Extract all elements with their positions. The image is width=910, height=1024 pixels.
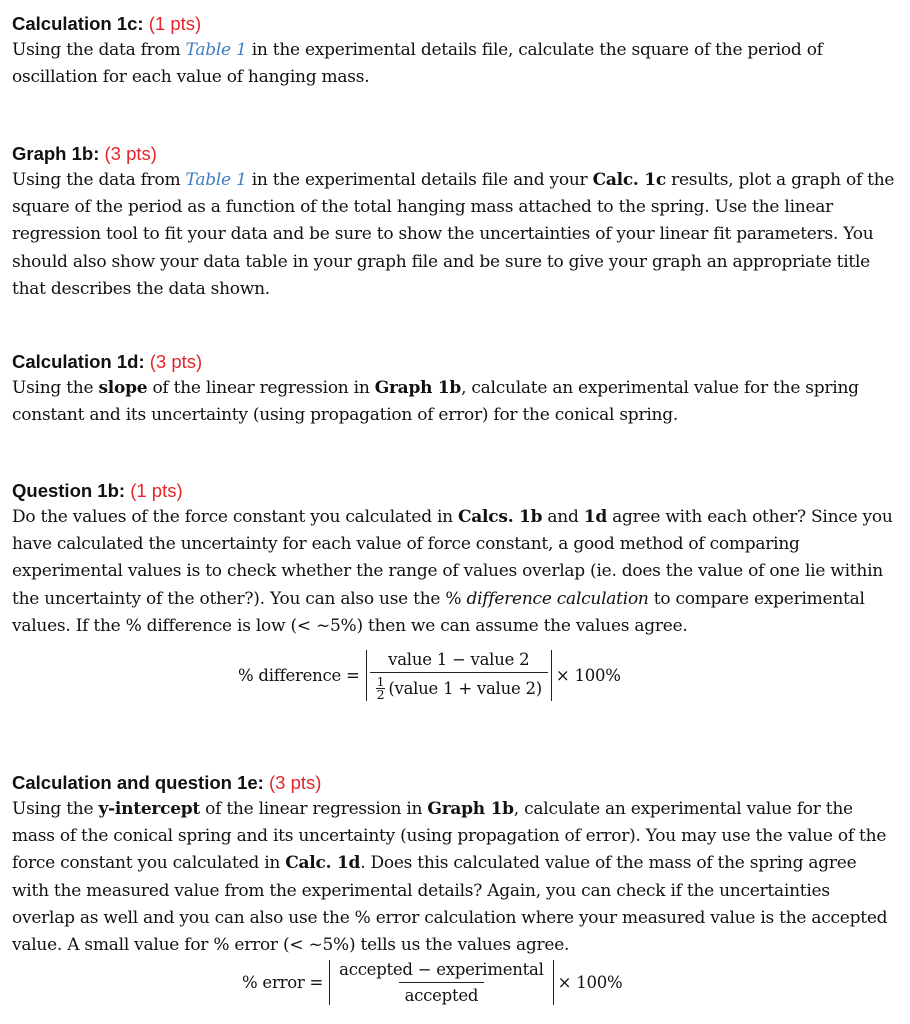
body-text: , calculate an experimental value for the spring constant and its uncertainty (using propagation of error) for the conical spring. <box>12 378 859 426</box>
heading-text: Calculation and question 1e: <box>12 772 264 793</box>
half-numerator: 1 <box>376 674 385 689</box>
section-heading <box>12 140 896 167</box>
italic-term: difference calculation <box>466 588 649 609</box>
bold-term: y-intercept <box>98 799 201 819</box>
body-text: Using the <box>12 799 99 819</box>
heading-text: Graph 1b: <box>12 143 100 164</box>
body-text: of the linear regression in <box>200 799 428 819</box>
body-text: results, plot a graph of the square of the period as a function of the total hanging mass attached to the spring. Use the linear regression tool to fit your data and be sure to show the uncertainties of your linear fit parameters. You should also show your data table in your graph file and be sure to give your graph an appropriate title that describes the data shown. <box>12 170 895 299</box>
points-label: (3 pts) <box>149 351 203 372</box>
formula-multiplier: × 100% <box>555 666 621 685</box>
heading-text: Calculation 1d: <box>12 351 145 372</box>
section-calculation-1d <box>12 348 896 429</box>
section-calculation-question-1e <box>12 769 896 959</box>
half-denominator: 2 <box>376 687 385 702</box>
bold-term: 1d <box>583 507 607 527</box>
bold-term: Calc. 1d <box>285 853 361 874</box>
body-text: to compare experimental values. If the % difference is low (< ~5%) then we can assume the values agree. <box>12 588 865 636</box>
bold-term: Graph 1b <box>427 799 514 819</box>
section-heading <box>12 769 896 796</box>
bold-term: slope <box>98 378 148 398</box>
section-heading <box>12 10 896 37</box>
section-body <box>12 167 896 303</box>
denominator-text: (value 1 + value 2) <box>388 679 542 698</box>
formula-numerator: value 1 − value 2 <box>388 650 530 669</box>
bold-term: Graph 1b <box>374 378 462 398</box>
points-label: (3 pts) <box>104 143 157 164</box>
percent-error-formula <box>242 960 622 1005</box>
bold-term: Calcs. 1b <box>458 507 543 527</box>
table-reference: Table 1 <box>185 170 247 190</box>
formula-numerator: accepted − experimental <box>339 960 544 979</box>
body-text: Using the <box>12 378 99 398</box>
heading-text: Calculation 1c: <box>12 13 144 34</box>
fraction <box>333 960 550 1005</box>
section-question-1b <box>12 477 896 640</box>
table-reference: Table 1 <box>185 40 247 60</box>
section-body <box>12 37 896 91</box>
body-text: in the experimental details file, calculate the square of the period of oscillation for each value of hanging mass. <box>12 40 823 88</box>
body-text: Do the values of the force constant you calculated in <box>12 507 459 527</box>
section-heading <box>12 477 896 504</box>
points-label: (1 pts) <box>130 480 183 501</box>
body-text: in the experimental details file and your <box>246 170 593 190</box>
section-body <box>12 504 896 640</box>
section-calculation-1c <box>12 10 896 91</box>
body-text: of the linear regression in <box>147 378 375 398</box>
section-body <box>12 796 896 959</box>
half-fraction <box>376 676 386 701</box>
points-label: (3 pts) <box>268 772 322 793</box>
body-text: Using the data from <box>12 170 186 190</box>
section-heading <box>12 348 896 375</box>
points-label: (1 pts) <box>148 13 202 34</box>
body-text: and <box>542 507 584 527</box>
formula-lhs: % difference = <box>238 666 360 685</box>
formula-multiplier: × 100% <box>557 973 623 992</box>
body-text: . Does this calculated value of the mass of the spring agree with the measured value from the experimental details? Again, you can check if the uncertainties overlap as well and you can also use the % error calculation where your measured value is the accepted value. A small value for % error (< ~5%) tells us the values agree. <box>12 853 888 956</box>
body-text: Using the data from <box>12 40 186 60</box>
calc-reference: Calc. 1c <box>592 170 666 190</box>
body-text: agree with each other? Since you have calculated the uncertainty for each value of force constant, a good method of comparing experimental values is to check whether the range of values overlap (ie. does the value of one lie within the uncertainty of the other?). You can also use the % <box>12 507 893 609</box>
body-text: , calculate an experimental value for the mass of the conical spring and its uncertainty (using propagation of error). You may use the value of the force constant you calculated in <box>12 799 887 874</box>
absolute-value-bars <box>329 960 554 1005</box>
fraction <box>370 650 548 701</box>
section-body <box>12 375 896 429</box>
percent-difference-formula <box>238 650 621 701</box>
section-graph-1b <box>12 140 896 303</box>
formula-denominator: accepted <box>399 982 485 1005</box>
absolute-value-bars <box>366 650 552 701</box>
formula-lhs: % error = <box>242 973 324 992</box>
formula-denominator <box>370 672 548 701</box>
heading-text: Question 1b: <box>12 480 126 501</box>
